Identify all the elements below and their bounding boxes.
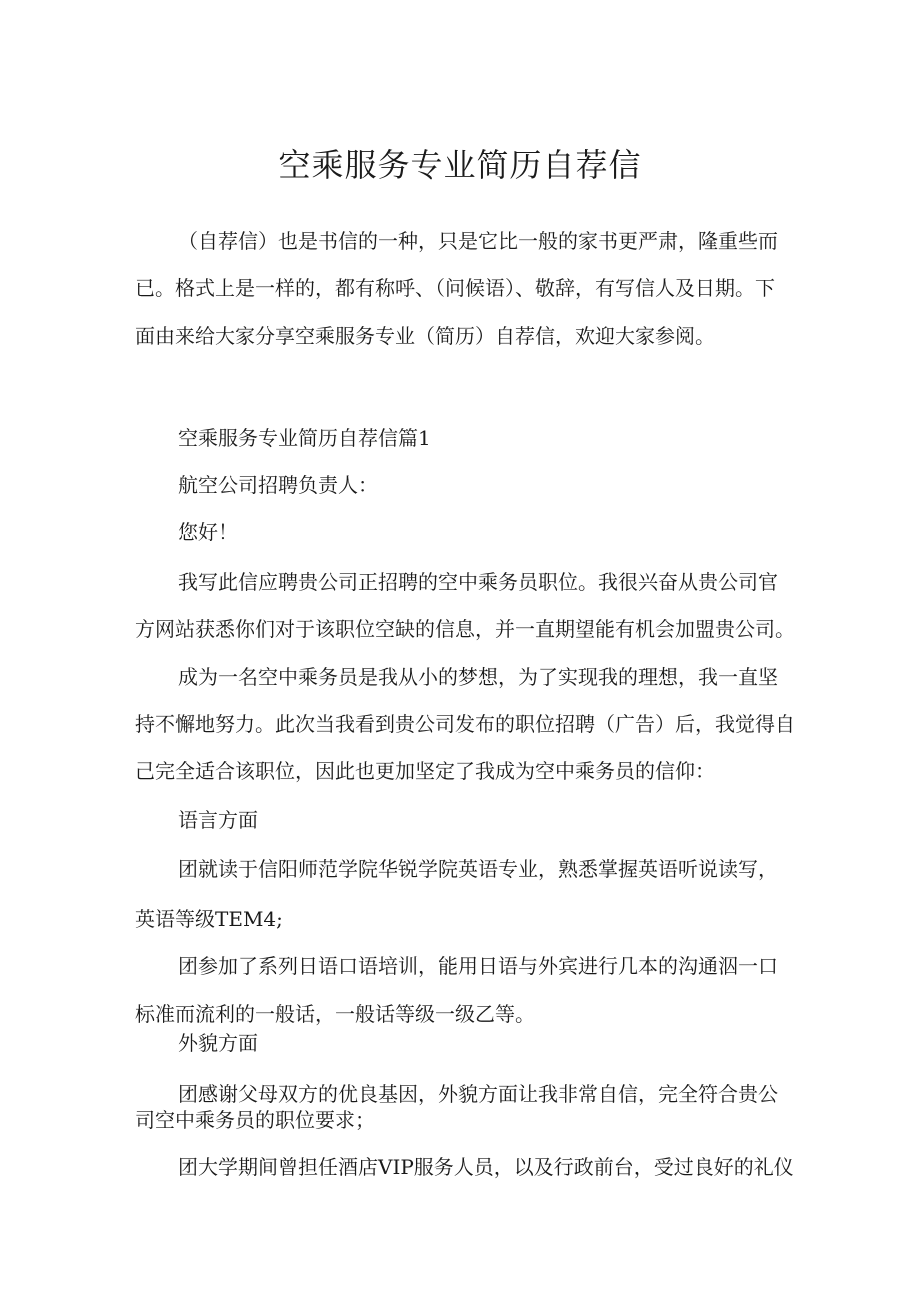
section-heading: 空乘服务专业简历自荐信篇1 [178, 426, 431, 450]
intro-line-3: 面由来给大家分享空乘服务专业（简历）自荐信，欢迎大家参阅。 [135, 324, 715, 348]
greeting: 您好！ [178, 520, 238, 544]
appear1-line-2: 司空中乘务员的职位要求； [135, 1108, 375, 1132]
salutation: 航空公司招聘负责人： [178, 473, 378, 497]
lang1-line-1: 团就读于信阳师范学院华锐学院英语专业，熟悉掌握英语听说读写， [178, 857, 778, 881]
appear1-line-1: 团感谢父母双方的优良基因，外貌方面让我非常自信，完全符合贵公 [178, 1082, 778, 1106]
para2-line-1: 成为一名空中乘务员是我从小的梦想，为了实现我的理想，我一直坚 [178, 665, 778, 689]
para2-line-3: 己完全适合该职位，因此也更加坚定了我成为空中乘务员的信仰： [135, 759, 715, 783]
intro-line-1: （自荐信）也是书信的一种，只是它比一般的家书更严肃，隆重些而 [178, 229, 778, 253]
language-heading: 语言方面 [178, 808, 258, 832]
para1-line-2: 方网站获悉你们对于该职位空缺的信息，并一直期望能有机会加盟贵公司。 [135, 617, 795, 641]
intro-line-2: 已。格式上是一样的，都有称呼、（问候语）、敬辞，有写信人及日期。下 [135, 276, 775, 300]
document-title: 空乘服务专业简历自荐信 [278, 146, 642, 184]
lang2-line-1: 团参加了系列日语口语培训，能用日语与外宾进行几本的沟通泅一口 [178, 954, 778, 978]
appearance-heading: 外貌方面 [178, 1031, 258, 1055]
lang1-line-2: 英语等级TEM4; [135, 907, 283, 931]
para1-line-1: 我写此信应聘贵公司正招聘的空中乘务员职位。我很兴奋从贵公司官 [178, 570, 778, 594]
lang2-line-2: 标准而流利的一般话，一般话等级一级乙等。 [135, 1002, 535, 1026]
appear2-line-1: 团大学期间曾担任酒店VIP服务人员，以及行政前台，受过良好的礼仪 [178, 1155, 794, 1179]
para2-line-2: 持不懈地努力。此次当我看到贵公司发布的职位招聘（广告）后，我觉得自 [135, 712, 795, 736]
